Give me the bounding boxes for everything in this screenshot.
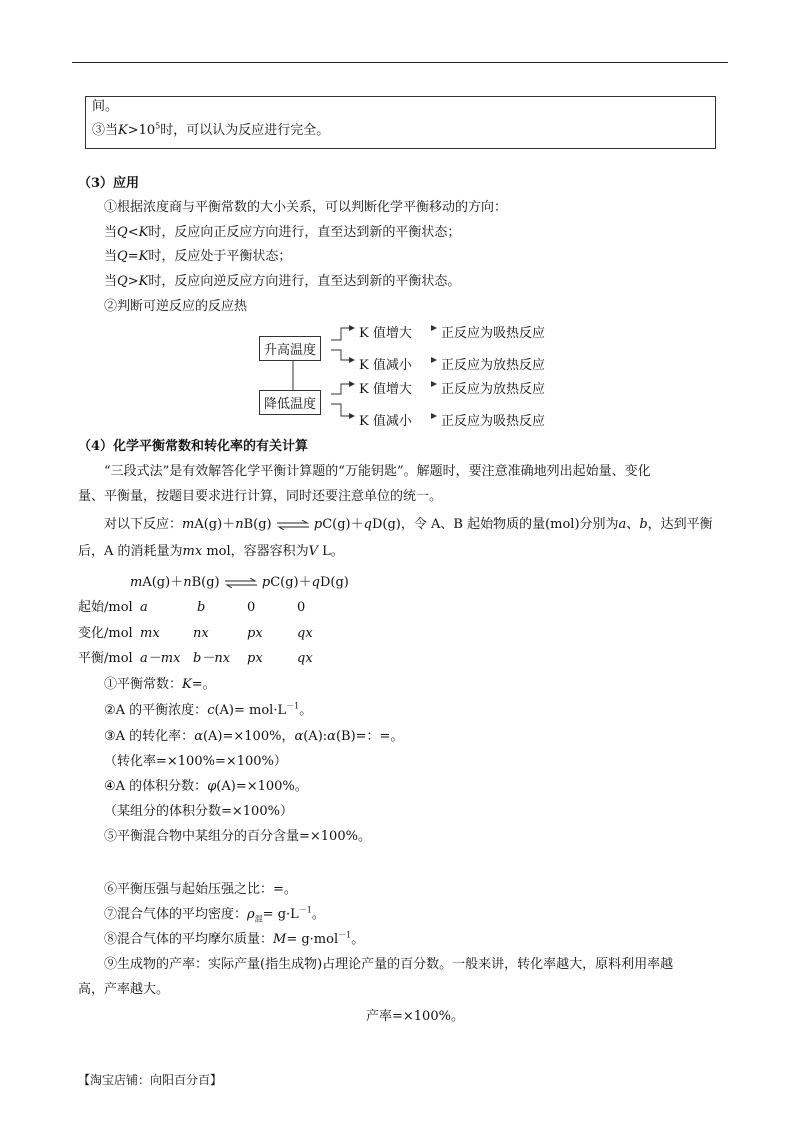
formula-9-line-2: 高，产率越大。 (78, 982, 170, 997)
formula-9-line-1: ⑨生成物的产率：实际产量(指生成物)占理论产量的百分数。一般来讲，转化率越大，原料利用率越 (104, 957, 674, 972)
table-cell: qx (297, 651, 313, 666)
box-line-1: 间。 (92, 99, 119, 114)
section-3-p1: ①根据浓度商与平衡常数的大小关系，可以判断化学平衡移动的方向： (104, 200, 508, 215)
k-increase-1: K 值增大 (359, 326, 412, 341)
raise-temp-box: 升高温度 (259, 336, 321, 361)
result-exothermic-2: 正反应为放热反应 (441, 382, 546, 397)
result-exothermic-1: 正反应为放热反应 (441, 358, 546, 373)
equilibrium-arrow-icon (224, 578, 258, 588)
formula-3: ③A 的转化率：α(A)=×100%，α(A):α(B)=：=。 (104, 729, 404, 744)
formula-6: ⑥平衡压强与起始压强之比：=。 (104, 882, 297, 897)
section-3-p4: 当Q>K时，反应向逆反应方向进行，直至达到新的平衡状态。 (104, 274, 461, 289)
formula-2: ②A 的平衡浓度：$c(A)= mol\cdot L^{-1}$。 (104, 701, 313, 718)
k-decrease-2: K 值减小 (359, 414, 412, 429)
formula-5: ⑤平衡混合物中某组分的百分含量=×100%。 (104, 829, 371, 844)
table-cell: mx (140, 626, 160, 641)
table-row-label: 平衡/mol (78, 651, 133, 666)
table-cell: qx (297, 626, 313, 641)
table-cell: 0 (297, 600, 306, 615)
section-4-intro-1: “三段式法”是有效解答化学平衡计算题的“万能钥匙”。解题时，要注意准确地列出起始量、变化 (104, 464, 651, 479)
footer-shop-note: 【淘宝店铺：向阳百分百】 (78, 1073, 223, 1087)
box-line-2: ③当$K>10^5$时，可以认为反应进行完全。 (92, 121, 330, 138)
table-cell: a－mx (140, 651, 181, 666)
section-3-p3: 当Q=K时，反应处于平衡状态； (104, 249, 292, 264)
result-endothermic-1: 正反应为吸热反应 (441, 326, 546, 341)
yield-formula: 产率=×100%。 (366, 1009, 464, 1024)
formula-4: ④A 的体积分数：φ(A)=×100%。 (104, 779, 308, 794)
formula-4-note: （某组分的体积分数=×100%） (104, 804, 293, 819)
header-rule (72, 62, 728, 63)
section-3-heading: （3）应用 (78, 176, 140, 191)
table-row-label: 变化/mol (78, 626, 133, 641)
section-4-intro-2: 量、平衡量，按题目要求进行计算，同时还要注意单位的统一。 (78, 489, 443, 504)
equation-line: mA(g)＋nB(g) pC(g)＋qD(g) (130, 575, 349, 590)
table-cell: b (197, 600, 206, 615)
table-cell: a (140, 600, 148, 615)
table-row-label: 起始/mol (78, 600, 133, 615)
k-increase-2: K 值增大 (359, 382, 412, 397)
equilibrium-arrow-icon (276, 520, 310, 530)
reaction-heat-diagram (255, 322, 585, 432)
section-3-p2: 当Q<K时，反应向正反应方向进行，直至达到新的平衡状态； (104, 225, 461, 240)
lower-temp-box: 降低温度 (259, 390, 321, 415)
section-4-heading: （4）化学平衡常数和转化率的有关计算 (78, 439, 309, 454)
formula-8: ⑧混合气体的平均摩尔质量：M= g·mol$^{-1}$。 (104, 930, 365, 947)
table-cell: b－nx (193, 651, 231, 666)
table-cell: px (247, 626, 263, 641)
section-4-reaction-line: 对以下反应：mA(g)＋nB(g) pC(g)＋qD(g)，令 A、B 起始物质的量(mol)分别为a、b，达到平衡 (104, 517, 713, 532)
table-cell: px (247, 651, 263, 666)
result-endothermic-2: 正反应为吸热反应 (441, 414, 546, 429)
table-cell: 0 (247, 600, 256, 615)
section-4-line-2: 后，A 的消耗量为mx mol，容器容积为V L。 (78, 544, 344, 559)
section-3-p5: ②判断可逆反应的反应热 (104, 299, 248, 314)
formula-7: ⑦混合气体的平均密度：$\rho_混= g\cdot L^{-1}$。 (104, 905, 325, 924)
k-decrease-1: K 值减小 (359, 358, 412, 373)
formula-1: ①平衡常数：K=。 (104, 677, 216, 692)
formula-3-note: （转化率=×100%=×100%） (104, 754, 287, 769)
table-cell: nx (193, 626, 209, 641)
